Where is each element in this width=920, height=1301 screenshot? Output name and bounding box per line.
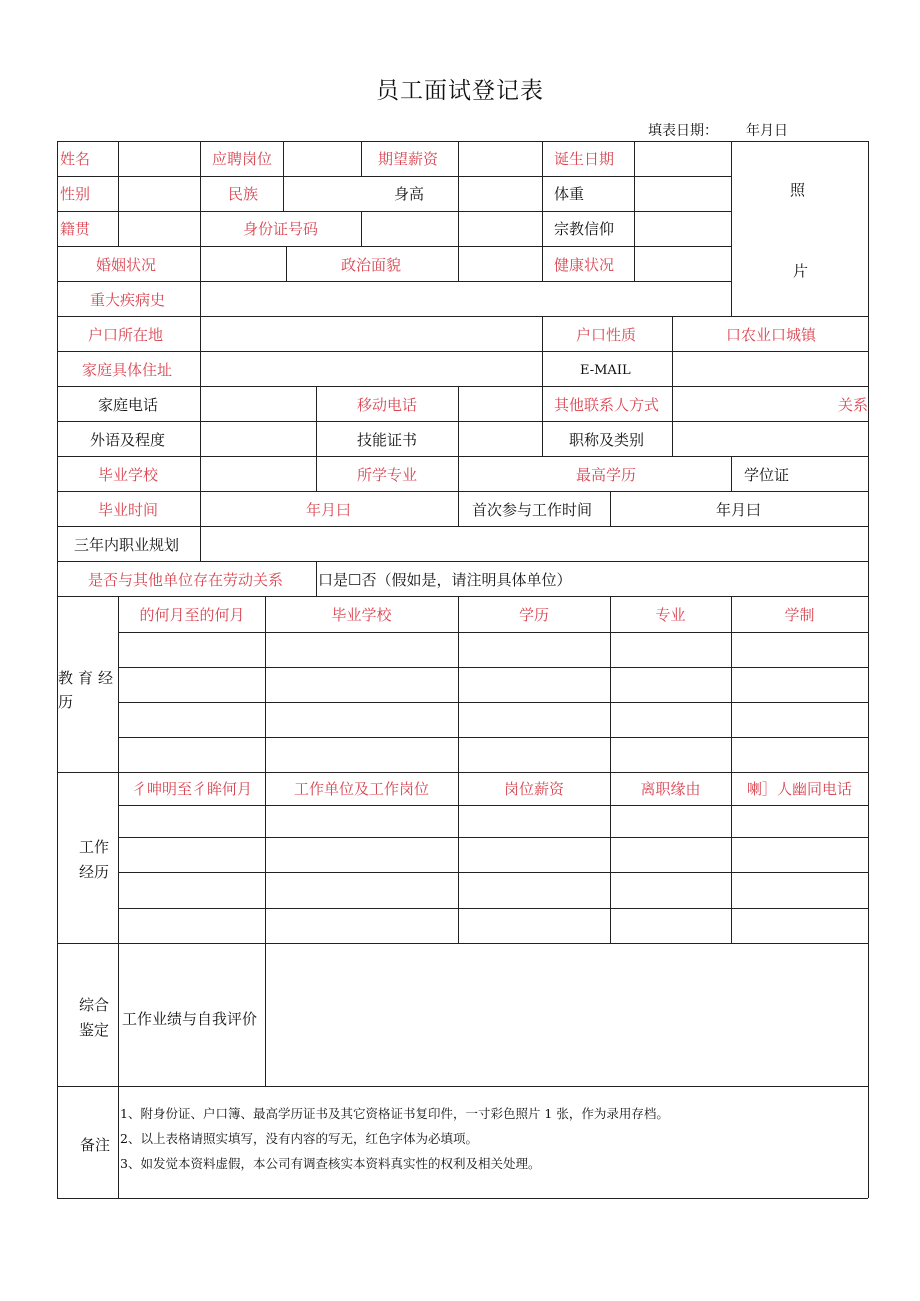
label-grad-time: 毕业时间 bbox=[98, 501, 159, 519]
label-relation: 关系 bbox=[838, 396, 869, 414]
grid-line-v bbox=[542, 141, 543, 281]
fill-date-label: 填表日期： bbox=[648, 123, 718, 139]
grid-line-h bbox=[57, 351, 868, 352]
grid-line-v bbox=[458, 141, 459, 281]
work-label-2: 经历 bbox=[79, 863, 110, 881]
label-skill-cert: 技能证书 bbox=[357, 431, 418, 449]
grid-line-v bbox=[868, 141, 869, 1198]
photo-label-2: 片 bbox=[793, 262, 809, 280]
grid-line-v bbox=[361, 211, 362, 246]
label-expected-salary: 期望薪资 bbox=[378, 150, 439, 168]
page-title: 员工面试登记表 bbox=[376, 78, 544, 104]
grid-line-v bbox=[118, 141, 119, 246]
grid-line-v bbox=[458, 596, 459, 943]
grid-line-h bbox=[57, 316, 868, 317]
grid-line-h bbox=[118, 702, 868, 703]
work-header-reference: 喇］人幽同电话 bbox=[746, 780, 852, 798]
label-degree: 学位证 bbox=[744, 466, 790, 484]
label-id-number: 身份证号码 bbox=[243, 220, 319, 238]
label-health: 健康状况 bbox=[554, 256, 615, 274]
grid-line-h bbox=[118, 872, 868, 873]
labor-options[interactable]: 口是☐否（假如是，请注明具体单位） bbox=[318, 571, 572, 589]
grid-line-v bbox=[283, 141, 284, 211]
label-hukou-location: 户口所在地 bbox=[88, 326, 164, 344]
label-labor-relation: 是否与其他单位存在劳动关系 bbox=[88, 571, 284, 589]
fill-date-value[interactable]: 年月日 bbox=[746, 123, 788, 139]
label-disease: 重大疾病史 bbox=[90, 291, 166, 309]
grid-line-v bbox=[542, 316, 543, 456]
grid-line-v bbox=[316, 561, 317, 596]
label-ethnicity: 民族 bbox=[228, 185, 259, 203]
label-language: 外语及程度 bbox=[90, 431, 166, 449]
grid-line-h bbox=[57, 246, 731, 247]
grid-line-h bbox=[57, 772, 868, 773]
evaluation-label-1: 综合 bbox=[79, 996, 110, 1014]
label-birth-date: 诞生日期 bbox=[554, 150, 615, 168]
grid-line-h bbox=[57, 176, 731, 177]
grid-line-v bbox=[731, 456, 732, 491]
work-header-period: 彳呻明至彳眸何月 bbox=[131, 780, 252, 798]
label-hukou-type: 户口性质 bbox=[576, 326, 637, 344]
edu-header-school: 毕业学校 bbox=[331, 606, 392, 624]
remarks-label: 备注 bbox=[80, 1136, 111, 1154]
grid-line-h bbox=[57, 526, 868, 527]
edu-header-degree: 学历 bbox=[518, 606, 549, 624]
label-mobile: 移动电话 bbox=[357, 396, 418, 414]
education-label: 教育经历 bbox=[58, 669, 119, 711]
label-address: 家庭具体住址 bbox=[82, 361, 173, 379]
grid-line-v bbox=[731, 141, 732, 316]
grid-line-v bbox=[634, 141, 635, 281]
work-label-1: 工作 bbox=[79, 838, 110, 856]
grid-line-h bbox=[57, 491, 868, 492]
edu-header-period: 的何月至的何月 bbox=[139, 606, 245, 624]
grid-line-h bbox=[57, 943, 868, 944]
grid-line-v bbox=[265, 596, 266, 943]
label-other-contact: 其他联系人方式 bbox=[554, 396, 660, 414]
label-school: 毕业学校 bbox=[98, 466, 159, 484]
work-header-reason: 离职缘由 bbox=[640, 780, 701, 798]
label-position: 应聘岗位 bbox=[212, 150, 273, 168]
work-header-employer: 工作单位及工作岗位 bbox=[293, 780, 429, 798]
grid-line-v bbox=[361, 141, 362, 176]
label-political: 政治面貌 bbox=[341, 256, 402, 274]
grid-line-v bbox=[672, 316, 673, 421]
grid-line-v bbox=[200, 526, 201, 561]
grid-line-h bbox=[57, 1198, 868, 1199]
edu-header-major: 专业 bbox=[655, 606, 686, 624]
label-weight: 体重 bbox=[554, 185, 585, 203]
grid-line-v bbox=[458, 386, 459, 491]
remark-line-2: 2、以上表格请照实填写，没有内容的写无，红色字体为必填项。 bbox=[120, 1131, 478, 1146]
evaluation-label-2: 鉴定 bbox=[79, 1021, 110, 1039]
work-header-salary: 岗位薪资 bbox=[503, 780, 564, 798]
grid-line-h bbox=[57, 141, 868, 142]
label-career-plan: 三年内职业规划 bbox=[74, 536, 180, 554]
grid-line-v bbox=[610, 596, 611, 943]
grid-line-h bbox=[118, 805, 868, 806]
label-marital: 婚姻状况 bbox=[96, 256, 157, 274]
label-first-work: 首次参与工作时间 bbox=[472, 501, 593, 519]
grid-line-h bbox=[57, 596, 868, 597]
grid-line-h bbox=[57, 386, 868, 387]
label-religion: 宗教信仰 bbox=[554, 220, 615, 238]
fill-date bbox=[648, 120, 788, 140]
grid-line-h bbox=[118, 837, 868, 838]
grid-line-h bbox=[57, 281, 731, 282]
hukou-options[interactable]: 口农业口城镇 bbox=[726, 326, 817, 344]
grid-line-v bbox=[610, 491, 611, 526]
first-work-date-value[interactable]: 年月曰 bbox=[716, 501, 762, 519]
edu-header-duration: 学制 bbox=[784, 606, 815, 624]
grid-line-v bbox=[118, 596, 119, 1198]
label-height: 身高 bbox=[394, 185, 425, 203]
label-native-place: 籍贯 bbox=[60, 220, 91, 238]
remark-line-1: 1、附身份证、户口簿、最高学历证书及其它资格证书复印件，一寸彩色照片 1 张，作为录用存档。 bbox=[120, 1106, 669, 1121]
grid-line-v bbox=[286, 246, 287, 281]
label-major: 所学专业 bbox=[357, 466, 418, 484]
remark-line-3: 3、如发觉本资料虚假，本公司有调查核实本资料真实性的权利及相关处理。 bbox=[120, 1156, 541, 1171]
grid-line-h bbox=[57, 421, 868, 422]
grid-line-h bbox=[57, 456, 868, 457]
grid-line-h bbox=[57, 561, 868, 562]
label-gender: 性别 bbox=[60, 185, 91, 203]
label-email: E-MAIL bbox=[580, 363, 631, 378]
grad-date-value[interactable]: 年月曰 bbox=[306, 501, 352, 519]
label-highest-edu: 最高学历 bbox=[576, 466, 637, 484]
grid-line-h bbox=[118, 908, 868, 909]
photo-label-1: 照 bbox=[790, 181, 806, 199]
grid-line-v bbox=[265, 943, 266, 1086]
grid-line-v bbox=[672, 421, 673, 456]
grid-line-h bbox=[118, 737, 868, 738]
label-self-evaluation: 工作业绩与自我评价 bbox=[122, 1010, 258, 1028]
grid-line-h bbox=[118, 667, 868, 668]
grid-line-v bbox=[200, 141, 201, 316]
grid-line-v bbox=[731, 596, 732, 943]
grid-line-h bbox=[118, 632, 868, 633]
label-name: 姓名 bbox=[60, 150, 91, 168]
grid-line-h bbox=[57, 211, 731, 212]
grid-line-h bbox=[57, 1086, 868, 1087]
label-home-phone: 家庭电话 bbox=[98, 396, 159, 414]
grid-line-v bbox=[200, 316, 201, 526]
grid-line-v bbox=[458, 491, 459, 526]
grid-line-v bbox=[316, 386, 317, 491]
label-title-category: 职称及类别 bbox=[569, 431, 645, 449]
